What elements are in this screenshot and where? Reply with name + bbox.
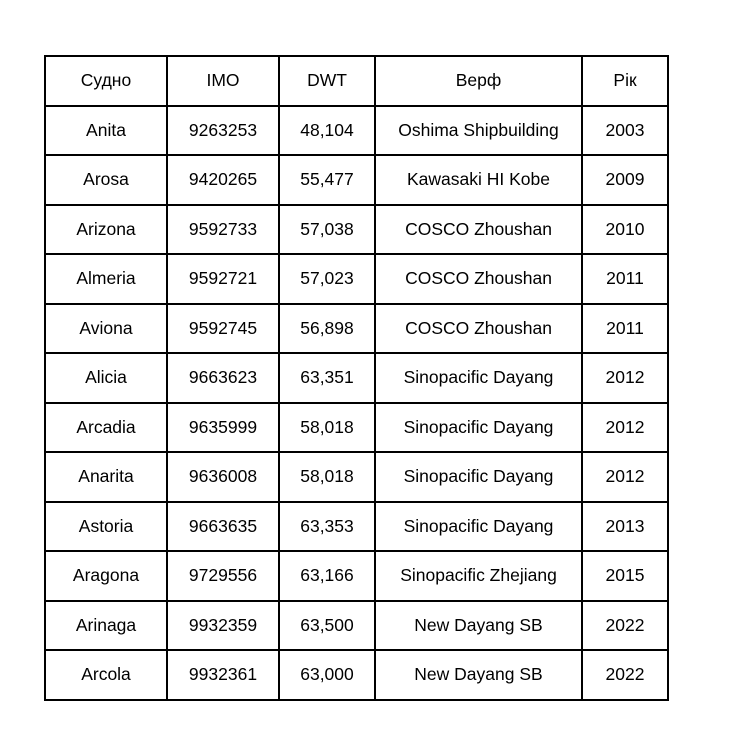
cell-dwt: 63,500	[279, 601, 375, 651]
cell-year: 2010	[582, 205, 668, 255]
table-row	[45, 403, 668, 453]
cell-shipyard: Sinopacific Dayang	[375, 502, 582, 552]
cell-dwt: 55,477	[279, 155, 375, 205]
cell-year: 2012	[582, 452, 668, 502]
cell-imo: 9592721	[167, 254, 279, 304]
cell-ship: Arcola	[45, 650, 167, 700]
cell-shipyard: Sinopacific Zhejiang	[375, 551, 582, 601]
table-row	[45, 502, 668, 552]
cell-year: 2012	[582, 403, 668, 453]
cell-shipyard: COSCO Zhoushan	[375, 205, 582, 255]
cell-dwt: 57,023	[279, 254, 375, 304]
cell-ship: Anita	[45, 106, 167, 156]
cell-shipyard: COSCO Zhoushan	[375, 254, 582, 304]
cell-dwt: 63,166	[279, 551, 375, 601]
cell-imo: 9635999	[167, 403, 279, 453]
cell-ship: Anarita	[45, 452, 167, 502]
header-year: Рік	[582, 56, 668, 106]
cell-ship: Arizona	[45, 205, 167, 255]
cell-dwt: 58,018	[279, 403, 375, 453]
cell-ship: Almeria	[45, 254, 167, 304]
cell-shipyard: Oshima Shipbuilding	[375, 106, 582, 156]
cell-ship: Astoria	[45, 502, 167, 552]
cell-dwt: 63,351	[279, 353, 375, 403]
table-row	[45, 205, 668, 255]
cell-imo: 9263253	[167, 106, 279, 156]
cell-year: 2011	[582, 304, 668, 354]
cell-imo: 9420265	[167, 155, 279, 205]
cell-shipyard: New Dayang SB	[375, 650, 582, 700]
cell-shipyard: Sinopacific Dayang	[375, 353, 582, 403]
cell-ship: Alicia	[45, 353, 167, 403]
cell-imo: 9592745	[167, 304, 279, 354]
cell-imo: 9592733	[167, 205, 279, 255]
table-row	[45, 452, 668, 502]
table-row	[45, 254, 668, 304]
table-row	[45, 601, 668, 651]
cell-imo: 9729556	[167, 551, 279, 601]
cell-dwt: 58,018	[279, 452, 375, 502]
cell-shipyard: Sinopacific Dayang	[375, 452, 582, 502]
cell-year: 2011	[582, 254, 668, 304]
cell-ship: Arcadia	[45, 403, 167, 453]
cell-dwt: 57,038	[279, 205, 375, 255]
cell-imo: 9932361	[167, 650, 279, 700]
table-header-row	[45, 56, 668, 106]
header-ship: Судно	[45, 56, 167, 106]
table-row	[45, 551, 668, 601]
cell-year: 2003	[582, 106, 668, 156]
cell-dwt: 48,104	[279, 106, 375, 156]
cell-ship: Arosa	[45, 155, 167, 205]
cell-dwt: 63,353	[279, 502, 375, 552]
cell-shipyard: New Dayang SB	[375, 601, 582, 651]
cell-year: 2022	[582, 650, 668, 700]
cell-year: 2015	[582, 551, 668, 601]
cell-shipyard: COSCO Zhoushan	[375, 304, 582, 354]
header-dwt: DWT	[279, 56, 375, 106]
cell-year: 2009	[582, 155, 668, 205]
cell-year: 2012	[582, 353, 668, 403]
cell-dwt: 63,000	[279, 650, 375, 700]
header-imo: IMO	[167, 56, 279, 106]
table-row	[45, 155, 668, 205]
table-row	[45, 304, 668, 354]
cell-ship: Arinaga	[45, 601, 167, 651]
cell-imo: 9663635	[167, 502, 279, 552]
cell-imo: 9932359	[167, 601, 279, 651]
table-row	[45, 650, 668, 700]
table-row	[45, 106, 668, 156]
cell-ship: Aviona	[45, 304, 167, 354]
cell-shipyard: Sinopacific Dayang	[375, 403, 582, 453]
header-shipyard: Верф	[375, 56, 582, 106]
cell-imo: 9663623	[167, 353, 279, 403]
cell-shipyard: Kawasaki HI Kobe	[375, 155, 582, 205]
cell-ship: Aragona	[45, 551, 167, 601]
table-row	[45, 353, 668, 403]
cell-year: 2022	[582, 601, 668, 651]
fleet-table	[44, 55, 669, 701]
cell-dwt: 56,898	[279, 304, 375, 354]
cell-year: 2013	[582, 502, 668, 552]
cell-imo: 9636008	[167, 452, 279, 502]
